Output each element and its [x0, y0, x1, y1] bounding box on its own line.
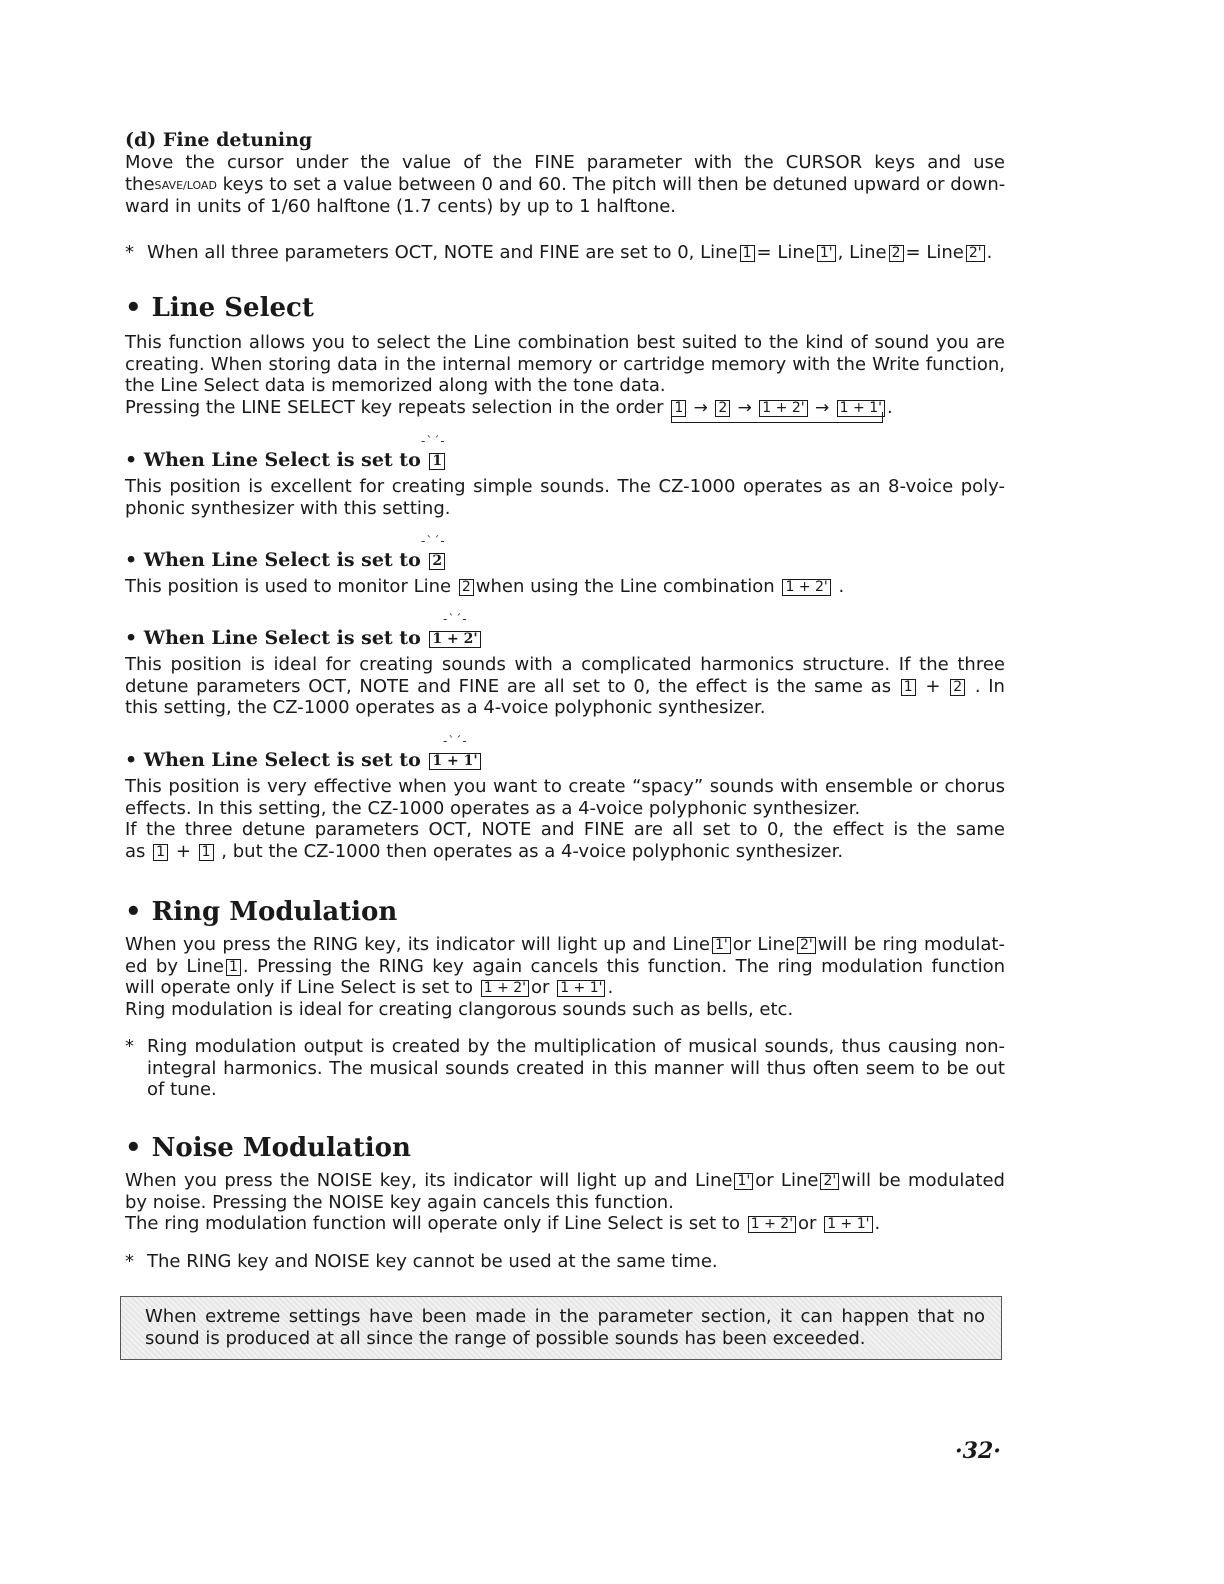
noise-modulation-text — [125, 1170, 1005, 1235]
ls1-line-2: phonic synthesizer with this setting. — [125, 497, 451, 519]
ring-key-1: 1 — [226, 959, 241, 976]
ls-line-3: the Line Select data is memorized along with the tone data. — [125, 375, 666, 396]
plus-sign: + — [925, 675, 941, 697]
fine-detuning-title: (d) Fine detuning — [125, 129, 313, 151]
arrow-icon: → — [737, 397, 752, 418]
noise-text-1b: or Line — [755, 1170, 819, 1191]
line-select-heading: Line Select — [151, 293, 314, 323]
ls-set-2-text — [125, 576, 1005, 598]
noise-modulation-section — [125, 1132, 1005, 1272]
ls1-line-1: This position is excellent for creating simple sounds. The CZ-1000 operates as an 8-voice poly- — [125, 476, 1005, 497]
fine-detuning-text — [125, 152, 1005, 218]
ls4-heading: • When Line Select is set to — [125, 749, 421, 771]
ring-note — [125, 1036, 1005, 1101]
noise-line-2: by noise. Pressing the NOISE key again cancels this function. — [125, 1191, 674, 1213]
ls3-key-1: 1 — [901, 679, 916, 696]
indicator-light-icon: -ˋ´- — [421, 434, 446, 448]
ring-note-2: integral harmonics. The musical sounds created in this manner will thus often seem to be out — [147, 1057, 1005, 1079]
ring-line-4: Ring modulation is ideal for creating clangorous sounds such as bells, etc. — [125, 998, 794, 1020]
ls-set-12-text — [125, 654, 1005, 719]
ls-set-2-section — [125, 534, 1005, 598]
ls4-text-b: , but the CZ-1000 then operates as a 4-voice polyphonic synthesizer. — [221, 840, 844, 862]
ring-text-2b: . Pressing the RING key again cancels this function. The ring modulation function — [242, 955, 1005, 977]
noise-text-1a: When you press the NOISE key, its indicator will light up and Line — [125, 1170, 733, 1191]
ls-set-11-title — [125, 748, 1005, 772]
ring-text-3c: . — [607, 977, 614, 998]
ls3-text-b: . In — [974, 675, 1005, 697]
selection-order-cycle — [669, 398, 887, 420]
ls2-text-a: This position is used to monitor Line — [125, 576, 452, 597]
ls-order-text: Pressing the LINE SELECT key repeats selection in the order — [125, 396, 664, 418]
ls2-key: 2 — [429, 553, 445, 570]
order-key-1: 1 — [671, 400, 686, 417]
ls4-key-1: 1 — [153, 844, 168, 861]
ls-set-1-text — [125, 476, 1005, 519]
fine-line-2b: keys to set a value between 0 and 60. The pitch will then be detuned upward or down- — [222, 173, 1006, 195]
noise-text-3c: . — [874, 1213, 881, 1234]
line-1-key: 1 — [740, 245, 755, 262]
plus-sign: + — [175, 840, 191, 862]
ls-line-2: creating. When storing data in the internal memory or cartridge memory with the Write function, — [125, 353, 1005, 375]
ring-text-1c: will be ring modulat- — [817, 934, 1005, 955]
page-number: ·32· — [955, 1438, 1001, 1464]
order-key-1-1p: 1 + 1' — [837, 400, 885, 417]
line-1p-key: 1' — [817, 245, 836, 262]
ls3-heading: • When Line Select is set to — [125, 627, 421, 649]
ls4-line-1: This position is very effective when you want to create “spacy” sounds with ensemble or chorus — [125, 776, 1005, 797]
noise-note — [125, 1251, 1005, 1273]
noise-key-11p: 1 + 1' — [824, 1216, 872, 1233]
note1-end: . — [986, 242, 993, 263]
asterisk: * — [125, 1250, 134, 1272]
line-2p-key: 2' — [966, 245, 985, 262]
asterisk: * — [125, 242, 134, 263]
noise-note-1: The RING key and NOISE key cannot be used at the same time. — [147, 1250, 718, 1272]
noise-text-3a: The ring modulation function will operate only if Line Select is set to — [125, 1213, 741, 1234]
ls-line-4 — [125, 397, 1005, 420]
ring-text-3b: or — [531, 977, 550, 998]
note1-text: When all three parameters OCT, NOTE and FINE are set to 0, Line — [147, 242, 738, 263]
noise-modulation-title — [125, 1132, 1005, 1164]
ls3-key: 1 + 2' — [429, 631, 480, 648]
ls2-end: . — [838, 576, 845, 597]
arrow-icon: → — [815, 397, 830, 418]
ring-modulation-section — [125, 896, 1005, 1101]
ring-key-12p: 1 + 2' — [481, 980, 529, 997]
ls2-line-key: 2 — [459, 579, 474, 596]
noise-key-12p: 1 + 2' — [748, 1216, 796, 1233]
ls3-line-2 — [125, 676, 1005, 698]
fine-line-3: ward in units of 1/60 halftone (1.7 cents) by up to 1 halftone. — [125, 196, 677, 217]
noise-text-1c: will be modulated — [841, 1170, 1005, 1191]
asterisk: * — [125, 1036, 134, 1057]
warning-line-1: When extreme settings have been made in the parameter section, it can happen that no — [145, 1306, 985, 1327]
warning-line-2: sound is produced at all since the range of possible sounds has been exceeded. — [145, 1327, 866, 1349]
noise-key-2p: 2' — [820, 1173, 839, 1190]
ring-text-3a: will operate only if Line Select is set to — [125, 977, 473, 998]
order-key-2: 2 — [715, 400, 730, 417]
ls4-line-2: effects. In this setting, the CZ-1000 operates as a 4-voice polyphonic synthesizer. — [125, 797, 861, 819]
ls-set-11-section — [125, 734, 1005, 862]
ls1-heading: • When Line Select is set to — [125, 449, 421, 471]
indicator-light-icon: -ˋ´- — [443, 612, 468, 626]
line-select-section — [125, 292, 1005, 419]
ls-set-12-title — [125, 626, 1005, 650]
ls2-combo-key: 1 + 2' — [782, 579, 830, 596]
ls2-heading: • When Line Select is set to — [125, 549, 421, 571]
ls3-line-1: This position is ideal for creating sounds with a complicated harmonics structure. If the three — [125, 654, 1005, 675]
ring-text-1b: or Line — [732, 934, 795, 955]
ls-set-11-text — [125, 776, 1005, 862]
noise-heading: Noise Modulation — [151, 1133, 411, 1163]
ring-note-3: of tune. — [147, 1079, 217, 1100]
ls-line-1: This function allows you to select the Line combination best suited to the kind of sound you are — [125, 332, 1005, 353]
noise-text-3b: or — [798, 1213, 817, 1234]
fine-detuning-section — [125, 128, 1005, 218]
ls3-key-2: 2 — [950, 679, 965, 696]
ls3-text-a: detune parameters OCT, NOTE and FINE are all set to 0, the effect is the same as — [125, 675, 892, 697]
ls4-key: 1 + 1' — [429, 753, 480, 770]
ls-set-2-title — [125, 548, 1005, 572]
bullet: • — [125, 897, 142, 927]
arrow-icon: → — [693, 397, 708, 418]
ls-set-1-section — [125, 434, 1005, 519]
cycle-return-line — [671, 412, 883, 423]
ring-text-1a: When you press the RING key, its indicator will light up and Line — [125, 934, 710, 955]
indicator-light-icon: -ˋ´- — [421, 534, 446, 548]
ls4-key-2: 1 — [199, 844, 214, 861]
warning-box — [120, 1296, 1002, 1360]
ls3-line-3: this setting, the CZ-1000 operates as a 4-voice polyphonic synthesizer. — [125, 697, 766, 718]
note1-text-4: = Line — [905, 242, 964, 263]
save-load-icon: SAVE/LOAD — [154, 178, 217, 192]
ring-key-11p: 1 + 1' — [557, 980, 605, 997]
ring-key-2p: 2' — [797, 937, 816, 954]
fine-line-2 — [125, 174, 1005, 197]
line-2-key: 2 — [889, 245, 904, 262]
ls-set-1-title — [125, 448, 1005, 472]
ls2-text-b: when using the Line combination — [475, 576, 775, 597]
bullet: • — [125, 1133, 142, 1163]
note1-text-2: = Line — [756, 242, 815, 263]
ring-note-1: Ring modulation output is created by the multiplication of musical sounds, thus causing non- — [147, 1036, 1005, 1057]
ring-heading: Ring Modulation — [151, 897, 398, 927]
indicator-light-icon: -ˋ´- — [443, 734, 468, 748]
ls4-text-a: as — [125, 840, 146, 862]
note1-text-3: , Line — [837, 242, 887, 263]
line-select-text — [125, 332, 1005, 419]
ring-modulation-title — [125, 896, 1005, 928]
bullet: • — [125, 293, 142, 323]
fine-line-2a: the — [125, 173, 155, 195]
note-zero-params — [125, 242, 1027, 264]
ring-key-1p: 1' — [712, 937, 731, 954]
ls-set-12-section — [125, 612, 1005, 719]
ring-modulation-text — [125, 934, 1005, 1020]
fine-line-1: Move the cursor under the value of the FINE parameter with the CURSOR keys and use — [125, 152, 1005, 173]
ls1-key: 1 — [429, 453, 445, 470]
ls4-line-3: If the three detune parameters OCT, NOTE and FINE are all set to 0, the effect is the same — [125, 819, 1005, 840]
order-key-1-2p: 1 + 2' — [759, 400, 807, 417]
line-select-title — [125, 292, 1005, 324]
warning-text — [145, 1306, 985, 1349]
noise-key-1p: 1' — [734, 1173, 753, 1190]
ring-text-2a: ed by Line — [125, 955, 224, 977]
ls-order-end: . — [886, 396, 893, 418]
